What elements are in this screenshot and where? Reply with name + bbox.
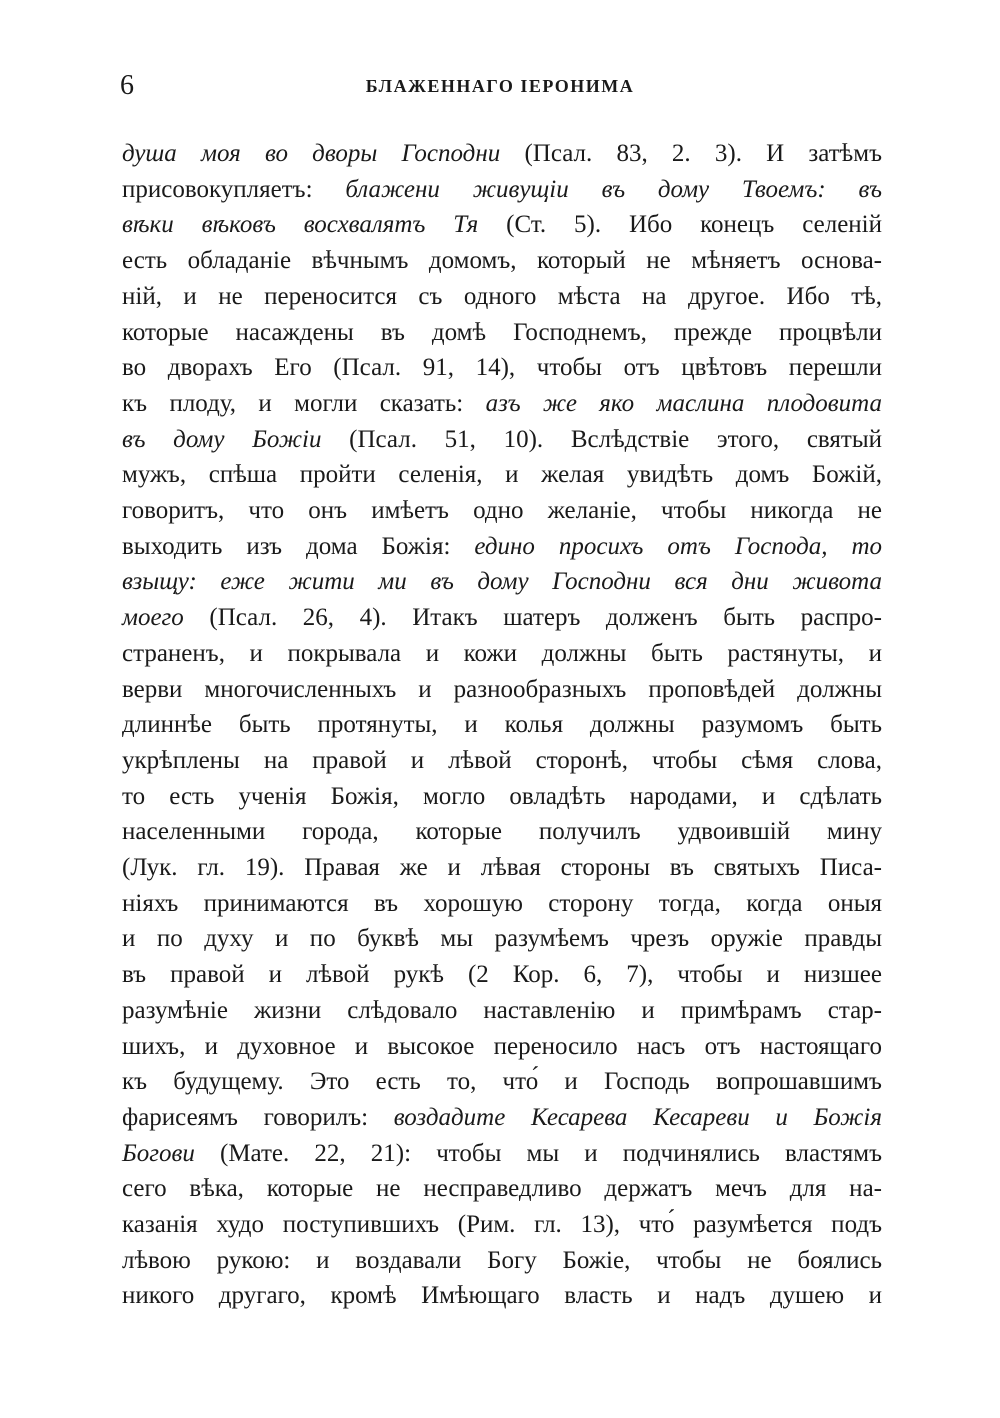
text-line (122, 281, 882, 313)
text-line (122, 245, 882, 277)
text-line (122, 531, 882, 563)
text-line (122, 1031, 882, 1063)
text-segment: (Лук. гл. 19). Правая же и лѣвая стороны въ святыхъ Писа- (122, 854, 882, 881)
text-line (122, 1280, 882, 1312)
running-title: БЛАЖЕННАГО ІЕРОНИМА (365, 76, 635, 96)
italic-quote: блажени живущіи въ дому Твоемъ: въ (345, 175, 882, 203)
italic-quote: едино просихъ отъ Господа, то (474, 532, 882, 560)
text-line (122, 1209, 882, 1241)
italic-quote: Богови (122, 1139, 195, 1167)
text-line (122, 674, 882, 706)
text-segment: фарисеямъ говорилъ: (122, 1103, 394, 1131)
italic-quote: въ дому Божіи (122, 425, 322, 453)
text-segment: (Псал. 26, 4). Итакъ шатеръ долженъ быть распро- (183, 604, 882, 632)
text-segment: (Псал. 83, 2. 3). И затѣмъ (500, 140, 882, 167)
italic-quote: воздадите Кесарева Кесареви и Божія (393, 1103, 882, 1131)
text-line (122, 638, 882, 670)
text-segment: выходить изъ дома Божія: (122, 532, 475, 560)
text-segment: верви многочисленныхъ и разнообразныхъ проповѣдей должны (122, 675, 882, 703)
text-line (122, 1245, 882, 1277)
text-segment: страненъ, и покрывала и кожи должны быть растянуты, и (122, 639, 882, 667)
text-line (122, 816, 882, 848)
text-line (122, 1066, 882, 1098)
text-segment: къ будущему. Это есть то, что́ и Господь вопрошавшимъ (122, 1068, 882, 1096)
text-segment: то есть ученія Божія, могло овладѣть народами, и сдѣлать (122, 782, 882, 810)
text-segment: (Псал. 51, 10). Вслѣдствіе этого, святый (321, 425, 882, 453)
text-line (122, 959, 882, 991)
text-line (122, 888, 882, 920)
text-segment: казанія худо поступившихъ (Рим. гл. 13), что́ разумѣется подъ (122, 1211, 882, 1238)
text-line (122, 174, 882, 206)
text-line (122, 352, 882, 384)
text-line (122, 1138, 882, 1170)
text-line (122, 566, 882, 598)
text-line (122, 495, 882, 527)
text-segment: ній, и не переносится съ одного мѣста на другое. Ибо тѣ, (122, 282, 882, 310)
text-segment: которые насаждены въ домѣ Господнемъ, прежде процвѣли (122, 318, 882, 346)
text-segment: населенными города, которые получилъ удвоившій мину (122, 818, 882, 846)
text-segment: шихъ, и духовное и высокое переносило насъ отъ настоящаго (122, 1032, 882, 1060)
text-line (122, 745, 882, 777)
text-line (122, 923, 882, 955)
text-line (122, 602, 882, 634)
text-segment: говоритъ, что онъ имѣетъ одно желаніе, чтобы никогда не (122, 497, 882, 524)
text-line (122, 459, 882, 491)
text-segment: и по духу и по буквѣ мы разумѣемъ чрезъ оружіе правды (122, 925, 882, 953)
text-segment: мужъ, спѣша пройти селенія, и желая увидѣть домъ Божій, (122, 461, 882, 489)
italic-quote: вѣки вѣковъ восхвалятъ Тя (122, 211, 479, 239)
text-segment: разумѣніе жизни слѣдовало наставленію и примѣрамъ стар- (122, 996, 882, 1024)
text-line (122, 209, 882, 241)
text-segment: лѣвою рукою: и воздавали Богу Божіе, чтобы не боялись (122, 1246, 882, 1274)
text-line (122, 1102, 882, 1134)
page-number: 6 (120, 70, 134, 101)
italic-quote: моего (122, 604, 184, 632)
text-segment: длиннѣе быть протянуты, и колья должны разумомъ быть (122, 711, 882, 739)
italic-quote: душа моя во дворы Господни (122, 140, 501, 167)
text-segment: ніяхъ принимаются въ хорошую сторону тогда, когда оныя (122, 889, 882, 917)
text-line (122, 781, 882, 813)
text-segment: укрѣплены на правой и лѣвой сторонѣ, чтобы сѣмя слова, (122, 746, 882, 774)
italic-quote: азъ же яко маслина плодовита (485, 389, 882, 417)
text-line (122, 388, 882, 420)
text-segment: (Мате. 22, 21): чтобы мы и подчинялись властямъ (194, 1139, 882, 1167)
text-line (122, 1173, 882, 1205)
text-segment: въ правой и лѣвой рукѣ (2 Кор. 6, 7), чтобы и низшее (122, 961, 882, 989)
text-segment: во дворахъ Его (Псал. 91, 14), чтобы отъ цвѣтовъ перешли (122, 354, 882, 382)
text-segment: сего вѣка, которые не несправедливо держатъ мечъ для на- (122, 1175, 882, 1203)
text-segment: присовокупляетъ: (122, 175, 346, 203)
text-line (122, 317, 882, 349)
text-line (122, 995, 882, 1027)
text-segment: есть обладаніе вѣчнымъ домомъ, который не мѣняетъ основа- (122, 247, 882, 275)
text-line (122, 709, 882, 741)
text-line (122, 852, 882, 884)
text-segment: (Ст. 5). Ибо конецъ селеній (478, 211, 882, 239)
text-segment: къ плоду, и могли сказать: (122, 389, 486, 417)
italic-quote: взыщу: еже жити ми въ дому Господни вся дни живота (122, 568, 882, 596)
text-line (122, 424, 882, 456)
text-segment: никого другаго, кромѣ Имѣющаго власть и надъ душею и (122, 1282, 882, 1310)
text-line (122, 138, 882, 170)
